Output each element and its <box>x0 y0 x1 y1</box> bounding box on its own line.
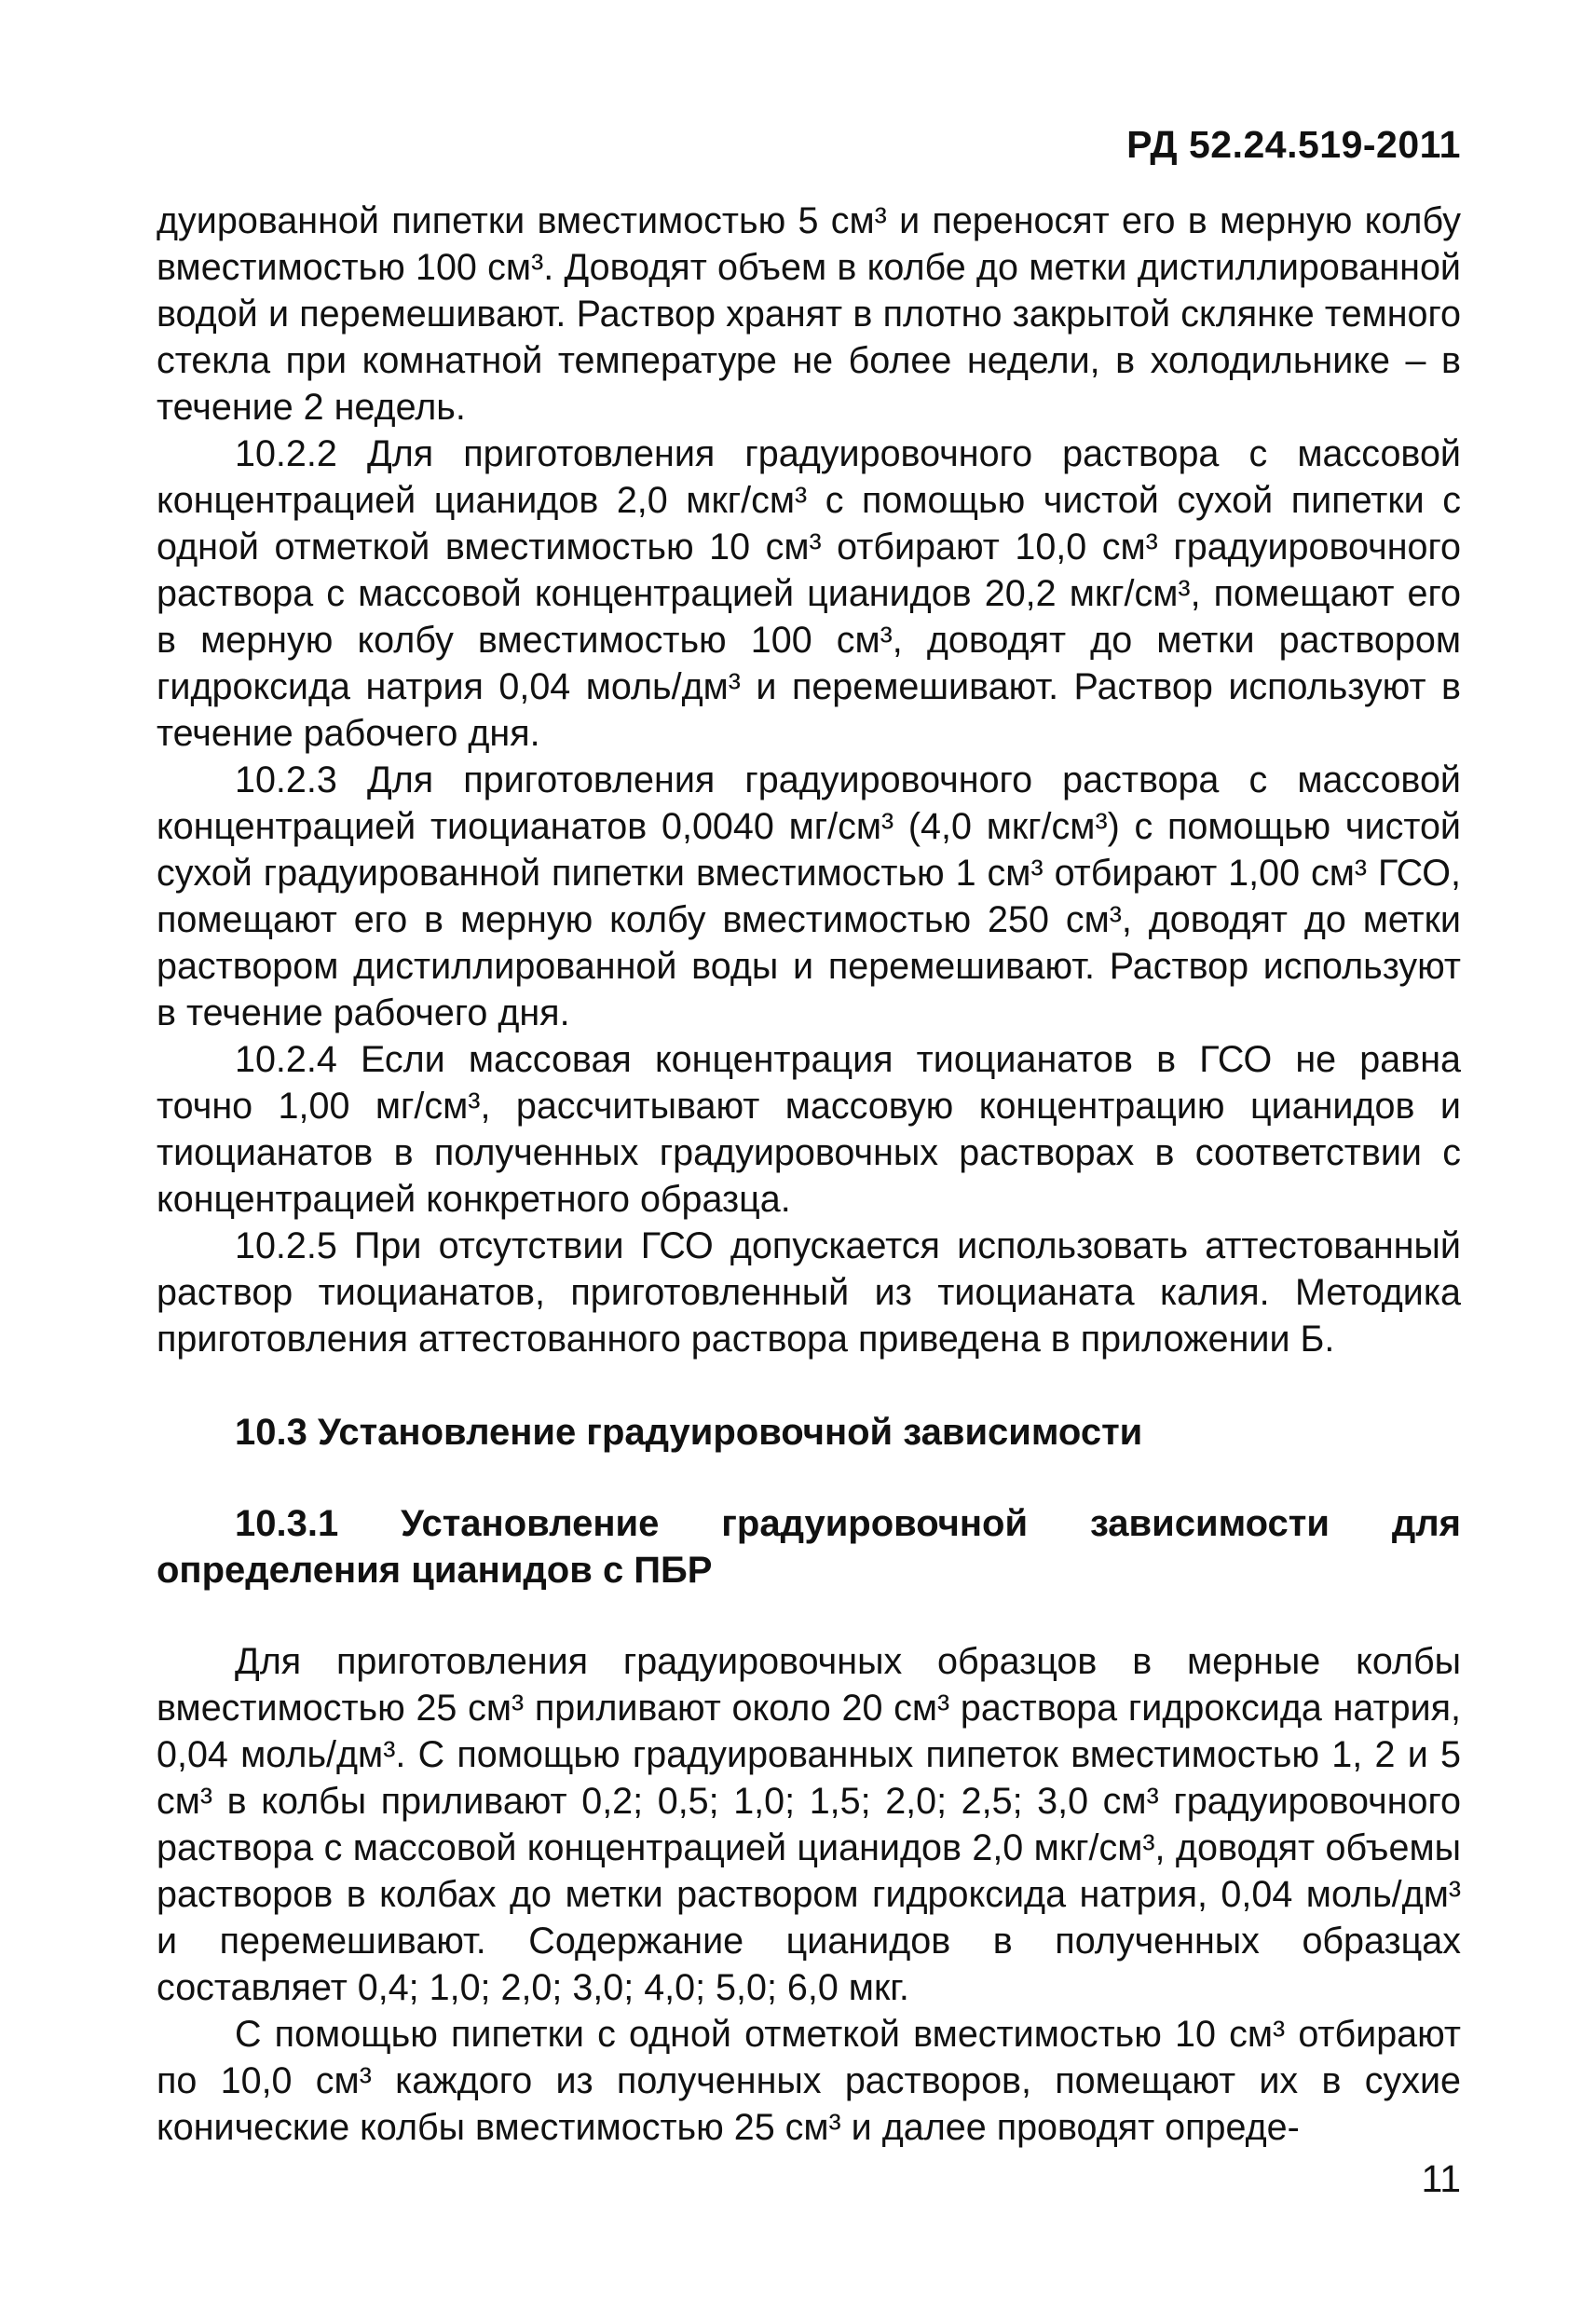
paragraph-10-2-2: 10.2.2 Для приготовления градуировочного раствора с массовой концентрацией цианидов 2,0 мкг/см³ с помощью чистой сухой пипетки с одной отметкой вместимостью 10 см³ отбирают 10,0 см³ градуировочного раствора с массовой концентрацией цианидов 20,2 мкг/см³, помещают его в мерную колбу вместимостью 100 см³, доводят до метки раствором гидроксида натрия 0,04 моль/дм³ и перемешивают. Раствор используют в течение рабочего дня. <box>157 433 1461 754</box>
paragraph-calibration-samples: Для приготовления градуировочных образцов в мерные колбы вместимостью 25 см³ приливают около 20 см³ раствора гидроксида натрия, 0,04 моль/дм³. С помощью градуированных пипеток вместимостью 1, 2 и 5 см³ в колбы приливают 0,2; 0,5; 1,0; 1,5; 2,0; 2,5; 3,0 см³ градуировочного раствора с массовой концентрацией цианидов 2,0 мкг/см³, доводят объемы растворов в колбах до метки раствором гидроксида натрия, 0,04 моль/дм³ и перемешивают. Содержание цианидов в полученных образцах составляет 0,4; 1,0; 2,0; 3,0; 4,0; 5,0; 6,0 мкг. <box>157 1641 1461 2008</box>
paragraph-pipette-transfer: С помощью пипетки с одной отметкой вместимостью 10 см³ отбирают по 10,0 см³ каждого из полученных растворов, помещают их в сухие конические колбы вместимостью 25 см³ и далее проводят опреде- <box>157 2014 1461 2148</box>
document-code-header: РД 52.24.519-2011 <box>1126 123 1461 166</box>
paragraph-10-2-3: 10.2.3 Для приготовления градуировочного раствора с массовой концентрацией тиоцианатов 0,0040 мг/см³ (4,0 мкг/см³) с помощью чистой сухой градуированной пипетки вместимостью 1 см³ отбирают 1,00 см³ ГСО, помещают его в мерную колбу вместимостью 250 см³, доводят до метки раствором дистиллированной воды и перемешивают. Раствор используют в течение рабочего дня. <box>157 759 1461 1033</box>
page-number: 11 <box>1421 2157 1461 2200</box>
paragraph-10-2-5: 10.2.5 При отсутствии ГСО допускается использовать аттестованный раствор тиоцианатов, приготовленный из тиоцианата калия. Методика приготовления аттестованного раствора приведена в приложении Б. <box>157 1225 1461 1360</box>
page-content <box>157 198 1461 2151</box>
subsection-heading-10-3-1: 10.3.1 Установление градуировочной зависимости для определения цианидов с ПБР <box>157 1503 1461 1591</box>
paragraph-continuation: дуированной пипетки вместимостью 5 см³ и переносят его в мерную колбу вместимостью 100 см³. Доводят объем в колбе до метки дистиллированной водой и перемешивают. Раствор хранят в плотно закрытой склянке темного стекла при комнатной температуре не более недели, в холодильнике – в течение 2 недель. <box>157 200 1461 428</box>
section-heading-10-3: 10.3 Установление градуировочной зависимости <box>235 1412 1143 1453</box>
paragraph-10-2-4: 10.2.4 Если массовая концентрация тиоцианатов в ГСО не равна точно 1,00 мг/см³, рассчитывают массовую концентрацию цианидов и тиоцианатов в полученных градуировочных растворах в соответствии с концентрацией конкретного образца. <box>157 1039 1461 1220</box>
